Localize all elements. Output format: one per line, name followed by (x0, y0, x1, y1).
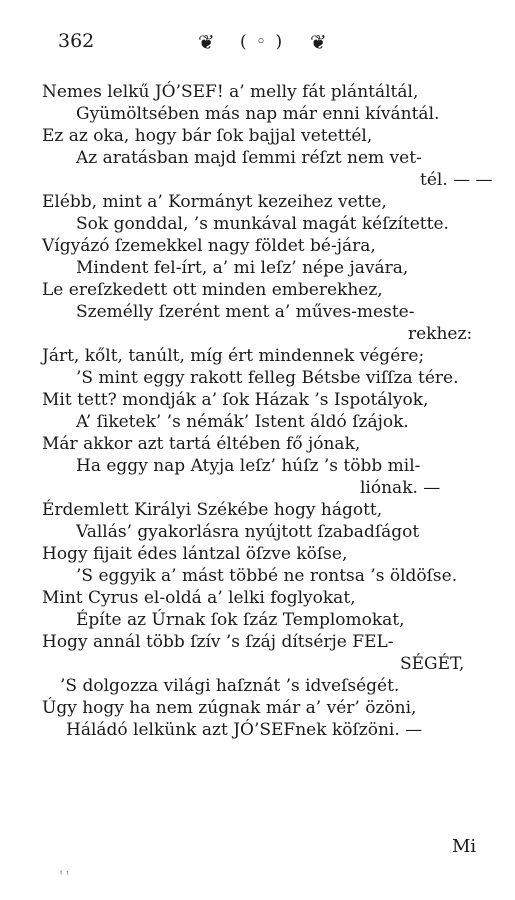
poem-line: Mint Cyrus el-oldá a’ lelki foglyokat, (42, 588, 356, 608)
poem-line: Ez az oka, hogy bár ſok bajjal vetettél, (42, 126, 373, 146)
poem-line: Személly ſzerént ment a’ műves-meste- (76, 302, 415, 322)
poem-line: Mindent fel-írt, a’ mi leſz’ népe javára, (76, 258, 409, 278)
poem-line: Gyümöltsében más nap már enni kívántál. (76, 104, 440, 124)
poem-line: SÉGÉT, (400, 654, 465, 674)
poem-line: Le ereſzkedett ott minden emberekhez, (42, 280, 383, 300)
fleuron-right-icon: ❦ (310, 30, 327, 54)
poem-line: Építe az Úrnak ſok ſzáz Templomokat, (76, 610, 405, 630)
poem-line: ’S dolgozza világi haſznát ’s idveſségét. (60, 676, 400, 696)
poem-line: Hogy annál több ſzív ’s ſzáj dítsérje FEL- (42, 632, 394, 652)
poem-line: Mit tett? mondják a’ ſok Házak ’s Ispotályok, (42, 390, 429, 410)
poem-line: ’S mint eggy rakott felleg Bétsbe viſſza tére. (76, 368, 459, 388)
poem-line: Már akkor azt tartá éltében fő jónak, (42, 434, 361, 454)
poem-line: ’S eggyik a’ mást többé ne rontsa ’s öldöſse. (76, 566, 458, 586)
poem-line: Elébb, mint a’ Kormányt kezeihez vette, (42, 192, 387, 212)
poem-line: Úgy hogy ha nem zúgnak már a’ vér’ özöni, (42, 698, 417, 718)
center-ornament: ( ◦ ) (240, 32, 285, 52)
poem-line: tél. — — (420, 170, 493, 190)
poem-line: Az aratásban majd ſemmi réſzt nem vet- (76, 148, 422, 168)
page-number: 362 (58, 30, 95, 52)
page-header (50, 28, 475, 68)
fleuron-left-icon: ❦ (198, 30, 215, 54)
poem-line: Sok gonddal, ’s munkával magát kéſzítette. (76, 214, 449, 234)
poem-line: A’ ſiketek’ ’s némák’ Istent áldó ſzájok. (76, 412, 409, 432)
ink-speck: ᵗ ᶦ (60, 868, 69, 881)
poem-line: Járt, kőlt, tanúlt, míg ért mindennek végére; (42, 346, 425, 366)
poem-line: Nemes lelkű JÓ’SEF! a’ melly fát plántáltál, (42, 82, 419, 102)
poem-line: rekhez: (408, 324, 473, 344)
poem-line: Vígyázó ſzemekkel nagy földet bé-jára, (42, 236, 376, 256)
catchword: Mi (452, 836, 477, 857)
poem-line: Érdemlett Királyi Székébe hogy hágott, (42, 500, 383, 520)
poem-line: Hogy fijait édes lántzal öſzve köſse, (42, 544, 348, 564)
poem-line: Vallás’ gyakorlásra nyújtott ſzabadſágot (76, 522, 420, 542)
poem-line: liónak. — (360, 478, 441, 498)
poem-line: Háládó lelkünk azt JÓ’SEFnek köſzöni. — (66, 720, 423, 740)
poem-line: Ha eggy nap Atyja leſz’ húſz ’s több mil- (76, 456, 421, 476)
